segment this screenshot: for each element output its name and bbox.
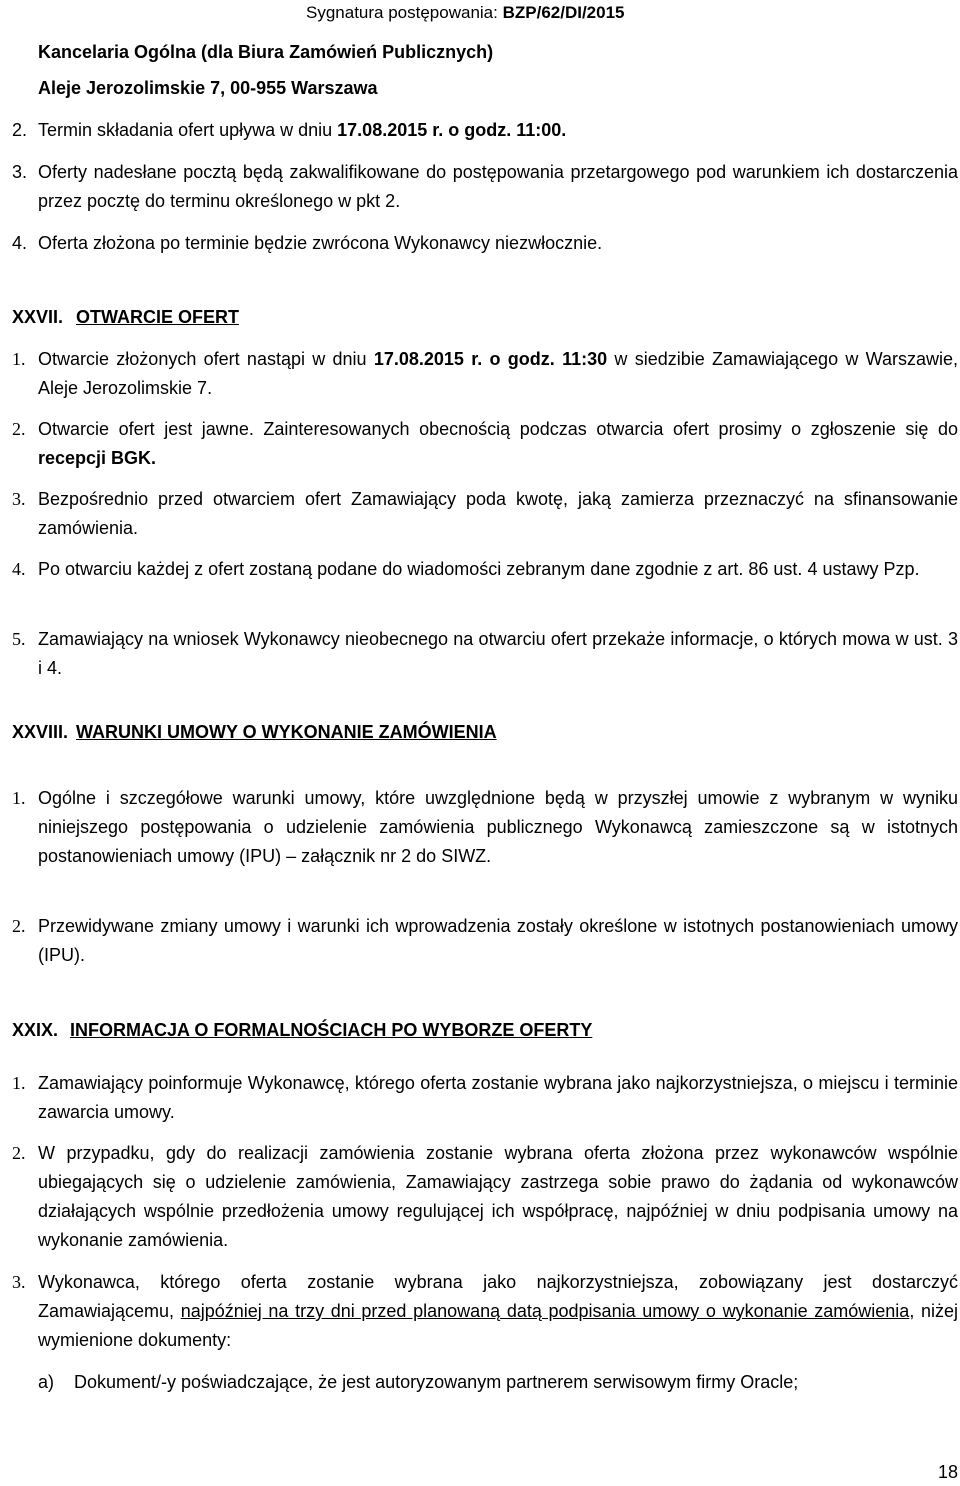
signature-value: BZP/62/DI/2015: [502, 3, 625, 22]
list-item: [12, 229, 958, 258]
section28-item-2: [12, 912, 958, 970]
item-text: [38, 1268, 958, 1355]
item-text: Zamawiający na wniosek Wykonawcy nieobecnego na otwarciu ofert przekaże informacje, o których mowa w ust. 3 i 4.: [38, 629, 958, 678]
section27-item-2: [12, 415, 958, 473]
item-number: 3.: [12, 489, 26, 509]
submission-list-2: [12, 158, 958, 216]
item-number: 1.: [12, 349, 26, 369]
opening-place: w siedzibie Zamawiającego w Warszawie, Aleje Jerozolimskie 7.: [38, 349, 958, 398]
address-line-1: Kancelaria Ogólna (dla Biura Zamówień Publicznych): [38, 42, 494, 62]
list-item: [12, 1069, 958, 1127]
item-text: Przewidywane zmiany umowy i warunki ich wprowadzenia zostały określone w istotnych postanowieniach umowy (IPU).: [38, 916, 958, 965]
item-text: Ogólne i szczegółowe warunki umowy, które uwzględnione będą w przyszłej umowie z wybranym w wyniku niniejszego postępowania o udzielenie zamówienia publicznego Wykonawcą zamieszczone są w istotnych postanowieniach umowy (IPU) – załącznik nr 2 do SIWZ.: [38, 788, 958, 866]
list-item: [12, 116, 958, 145]
item-text: [38, 345, 958, 403]
section27-item-3: [12, 485, 958, 543]
sub-item-label: a): [38, 1372, 55, 1392]
opening-text: Otwarcie złożonych ofert nastąpi w dniu: [38, 349, 374, 369]
item-number: 2.: [12, 916, 26, 936]
section27-item-1: [12, 345, 958, 403]
documents-deadline: najpóźniej na trzy dni przed planowaną datą podpisania umowy o wykonanie zamówienia: [180, 1301, 910, 1321]
section-number: XXIX.: [12, 1020, 59, 1040]
item-number: 1.: [12, 788, 26, 808]
deadline-date: 17.08.2015 r. o godz. 11:00.: [337, 120, 567, 140]
documents-tail: , niżej wymienione dokumenty:: [38, 1301, 959, 1350]
list-item: [12, 912, 958, 970]
section-heading-xxviii: [12, 722, 497, 743]
section29-item-2: [12, 1139, 958, 1255]
deadline-text: Termin składania ofert upływa w dniu: [38, 120, 338, 140]
submission-list: [12, 116, 958, 145]
section27-item-5: [12, 625, 958, 683]
item-number: 3.: [12, 162, 28, 182]
list-item: [12, 415, 958, 473]
list-item: [12, 784, 958, 871]
section-title: OTWARCIE OFERT: [76, 307, 239, 327]
reception-text: recepcji BGK.: [38, 448, 157, 468]
list-item: [12, 485, 958, 543]
item-text: W przypadku, gdy do realizacji zamówienia zostanie wybrana oferta złożona przez wykonawców wspólnie ubiegających się o udzielenie zamówienia, Zamawiający zastrzega sobie prawo do żądania od wykonawców działających wspólnie przedłożenia umowy regulującej ich współpracę, najpóźniej w dniu podpisania umowy na wykonanie zamówienia.: [38, 1143, 958, 1250]
address-line-2: Aleje Jerozolimskie 7, 00-955 Warszawa: [38, 78, 378, 98]
item-number: 1.: [12, 1073, 26, 1093]
case-signature: [306, 2, 625, 24]
item-number: 4.: [12, 559, 26, 579]
list-item: [12, 345, 958, 403]
item-text: Zamawiający poinformuje Wykonawcę, którego oferta zostanie wybrana jako najkorzystniejsza, o miejscu i terminie zawarcia umowy.: [38, 1073, 958, 1122]
signature-label: Sygnatura postępowania:: [306, 3, 503, 22]
item-number: 2.: [12, 120, 28, 140]
list-item: [12, 555, 958, 584]
item-number: 2.: [12, 419, 26, 439]
section-number: XXVIII.: [12, 722, 69, 742]
list-item: [12, 625, 958, 683]
list-item: [12, 1268, 958, 1355]
opening-date: 17.08.2015 r. o godz. 11:30: [373, 349, 608, 369]
section28-item-1: [12, 784, 958, 871]
item-number: 3.: [12, 1272, 26, 1292]
sub-item-a: [38, 1368, 958, 1397]
item-number: 4.: [12, 233, 28, 253]
section29-item-3: [12, 1268, 958, 1355]
section27-item-4: [12, 555, 958, 584]
section-number: XXVII.: [12, 307, 64, 327]
section29-item-1: [12, 1069, 958, 1127]
section-title: INFORMACJA O FORMALNOŚCIACH PO WYBORZE OFERTY: [70, 1020, 593, 1040]
item-text: [38, 116, 958, 145]
item-text: Oferty nadesłane pocztą będą zakwalifikowane do postępowania przetargowego pod warunkiem ich dostarczenia przez pocztę do terminu określonego w pkt 2.: [38, 162, 958, 211]
sub-item-text: Dokument/-y poświadczające, że jest autoryzowanym partnerem serwisowym firmy Oracle;: [74, 1372, 799, 1392]
page-number: 18: [937, 1462, 958, 1482]
item-number: 2.: [12, 1143, 26, 1163]
list-item: [12, 158, 958, 216]
section-heading-xxvii: [12, 307, 239, 328]
item-text: Po otwarciu każdej z ofert zostaną podane do wiadomości zebranym dane zgodnie z art. 86 ust. 4 ustawy Pzp.: [38, 559, 920, 579]
documents-intro: Wykonawca, którego oferta zostanie wybrana jako najkorzystniejsza, zobowiązany jest dostarczyć Zamawiającemu,: [38, 1272, 958, 1321]
public-opening-text: Otwarcie ofert jest jawne. Zainteresowanych obecnością podczas otwarcia ofert prosimy o zgłoszenie się do: [38, 419, 958, 439]
submission-list-3: [12, 229, 958, 258]
item-text: Bezpośrednio przed otwarciem ofert Zamawiający poda kwotę, jaką zamierza przeznaczyć na sfinansowanie zamówienia.: [38, 489, 958, 538]
item-number: 5.: [12, 629, 26, 649]
list-item: [12, 1139, 958, 1255]
item-text: [38, 415, 958, 473]
item-text: Oferta złożona po terminie będzie zwrócona Wykonawcy niezwłocznie.: [38, 233, 603, 253]
section-heading-xxix: [12, 1020, 592, 1041]
section-title: WARUNKI UMOWY O WYKONANIE ZAMÓWIENIA: [76, 722, 497, 742]
